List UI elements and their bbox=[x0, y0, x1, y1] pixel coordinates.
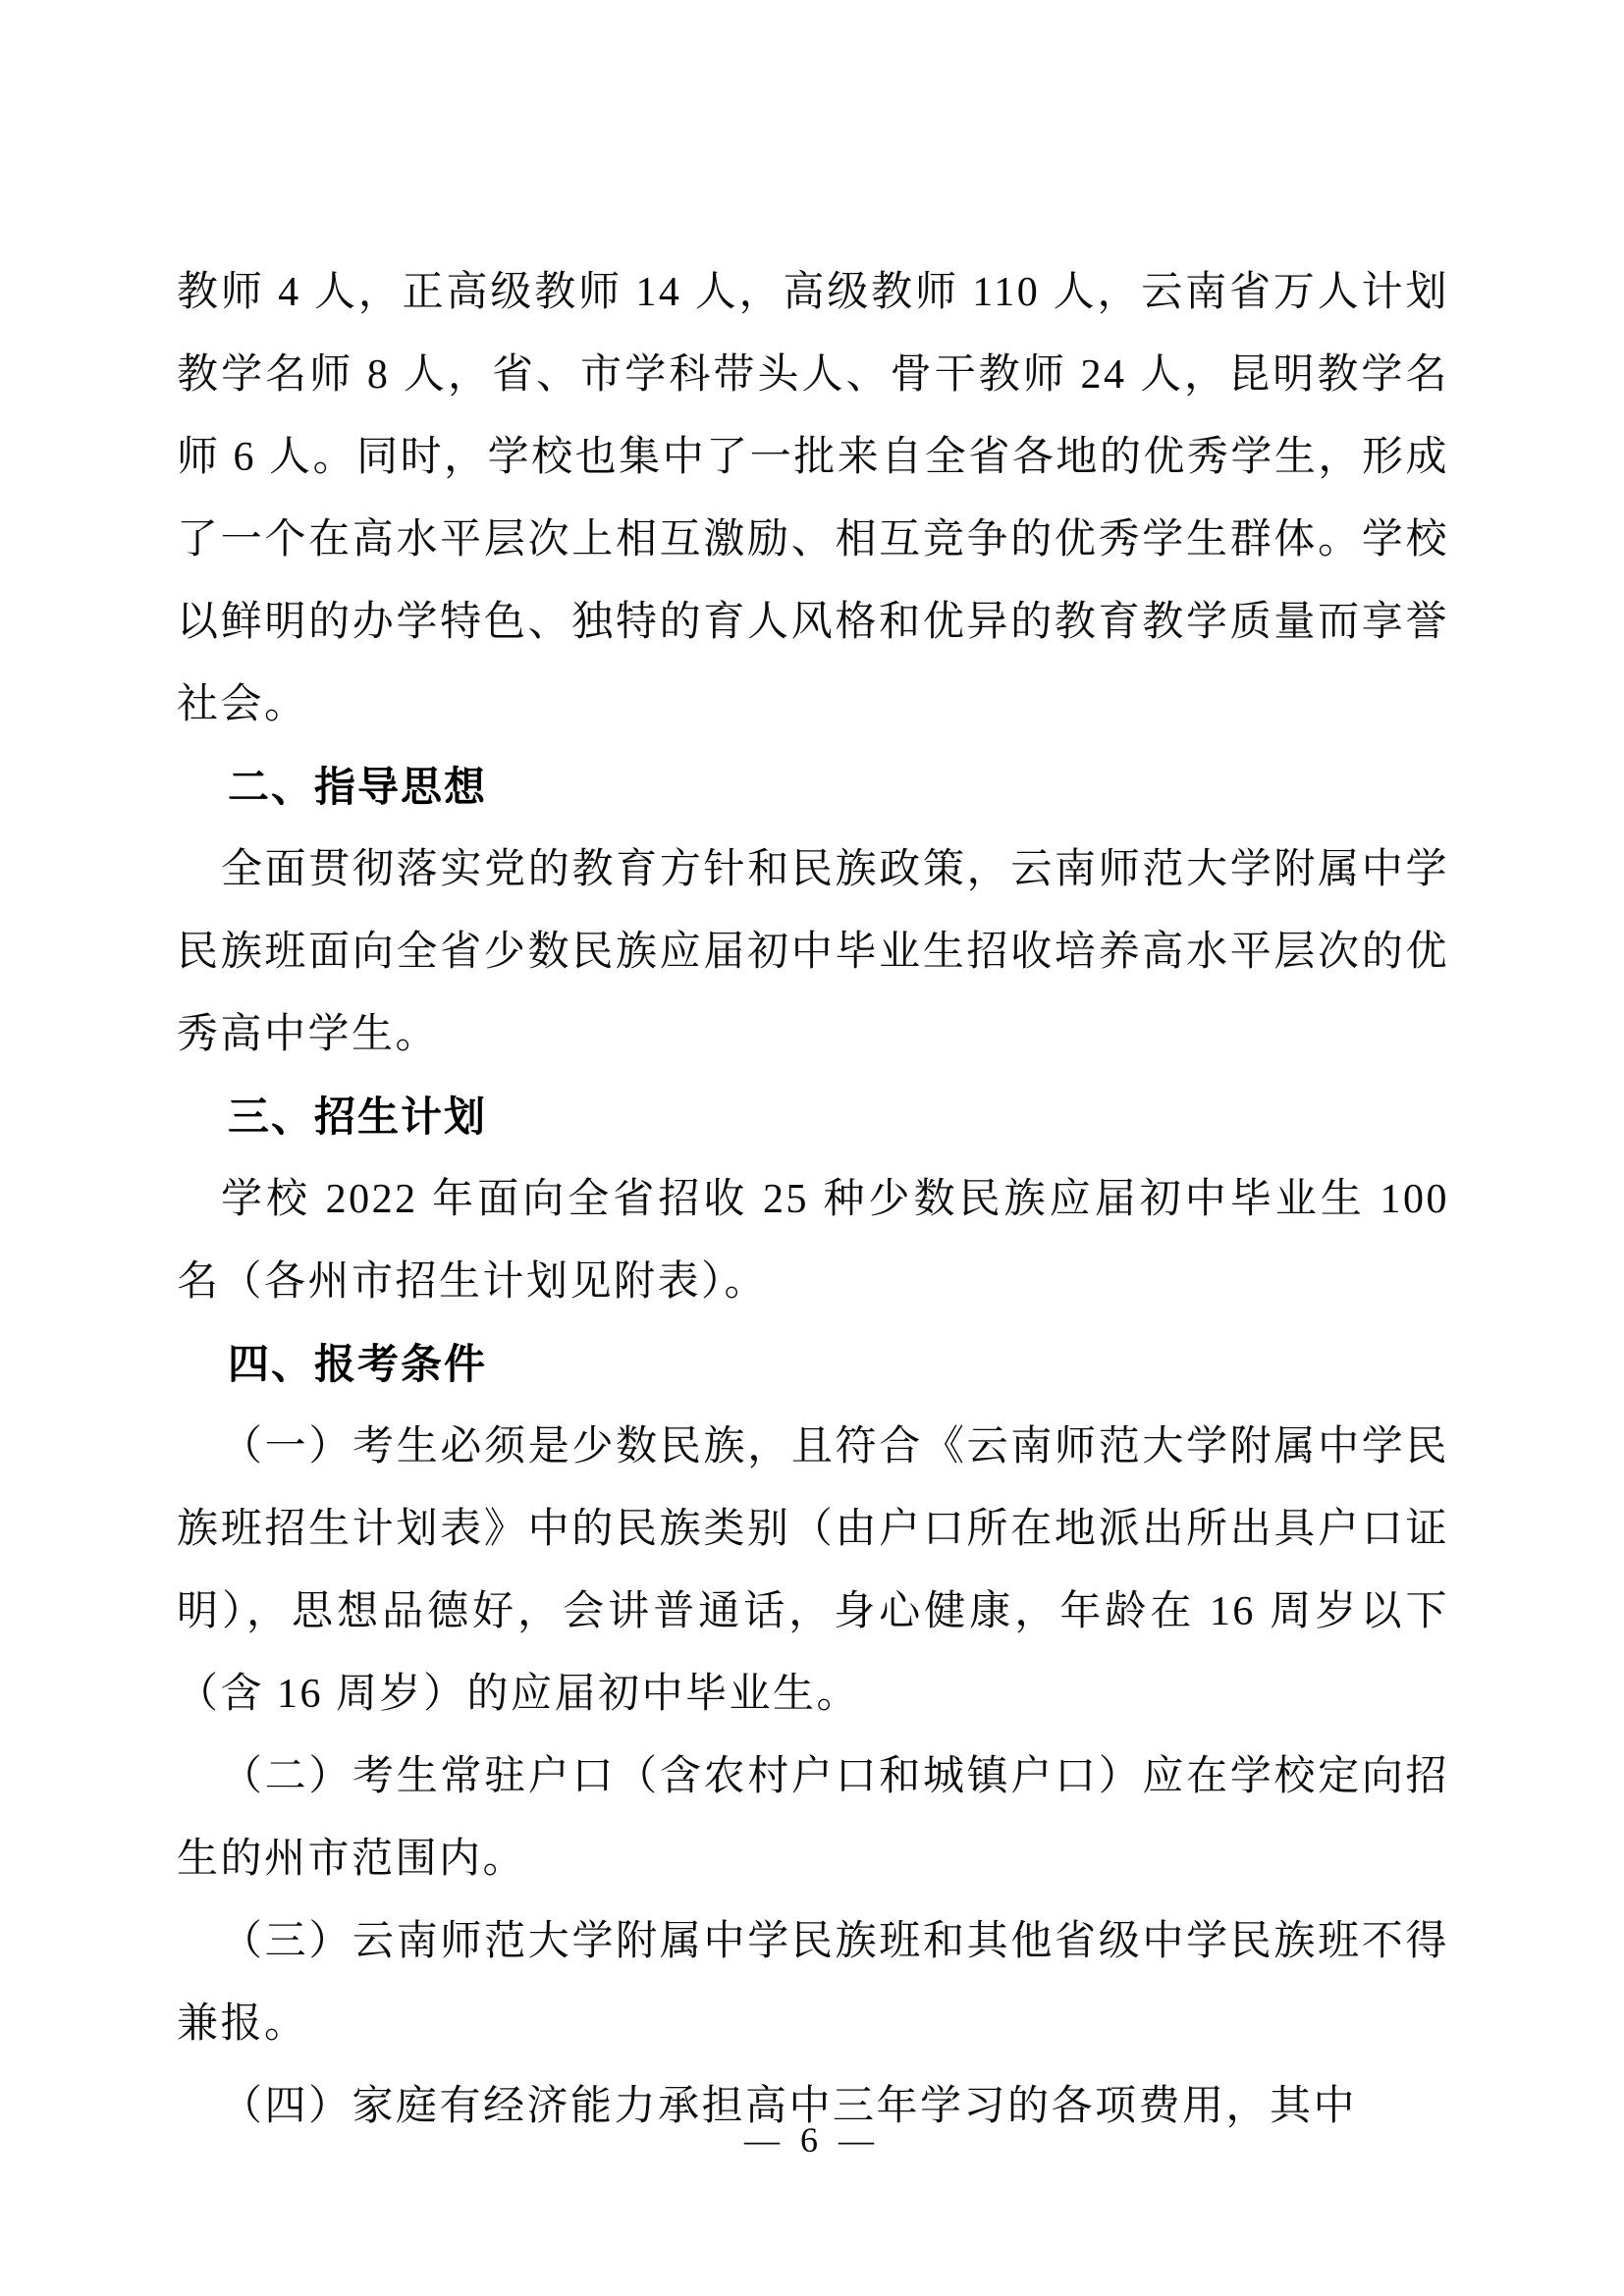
paragraph: 教师 4 人，正高级教师 14 人，高级教师 110 人，云南省万人计划教学名师 8 人，省、市学科带头人、骨干教师 24 人，昆明教学名师 6 人。同时，学校也集中了一批来自全省各地的优秀学生，形成了一个在高水平层次上相互激励、相互竞争的优秀学生群体。学校以鲜明的办学特色、独特的育人风格和优异的教育教学质量而享誉社会。 bbox=[177, 270, 1449, 727]
paragraph: 学校 2022 年面向全省招收 25 种少数民族应届初中毕业生 100 名（各州市招生计划见附表）。 bbox=[177, 1177, 1449, 1305]
document-body bbox=[177, 251, 1449, 2148]
paragraph: （四）家庭有经济能力承担高中三年学习的各项费用，其中 bbox=[221, 2084, 1358, 2129]
paragraph: （三）云南师范大学附属中学民族班和其他省级中学民族班不得兼报。 bbox=[177, 1919, 1449, 2047]
page-number: — 6 — bbox=[744, 2120, 880, 2160]
section-heading: 二、指导思想 bbox=[228, 763, 488, 811]
paragraph: 全面贯彻落实党的教育方针和民族政策，云南师范大学附属中学民族班面向全省少数民族应届初中毕业生招收培养高水平层次的优秀高中学生。 bbox=[177, 847, 1449, 1057]
paragraph: （二）考生常驻户口（含农村户口和城镇户口）应在学校定向招生的州市范围内。 bbox=[177, 1754, 1449, 1882]
section-heading: 四、报考条件 bbox=[228, 1340, 488, 1388]
section-heading: 三、招生计划 bbox=[228, 1093, 488, 1141]
paragraph: （一）考生必须是少数民族，且符合《云南师范大学附属中学民族班招生计划表》中的民族类别（由户口所在地派出所出具户口证明），思想品德好，会讲普通话，身心健康，年龄在 16 周岁以下（含 16 周岁）的应届初中毕业生。 bbox=[177, 1424, 1449, 1717]
